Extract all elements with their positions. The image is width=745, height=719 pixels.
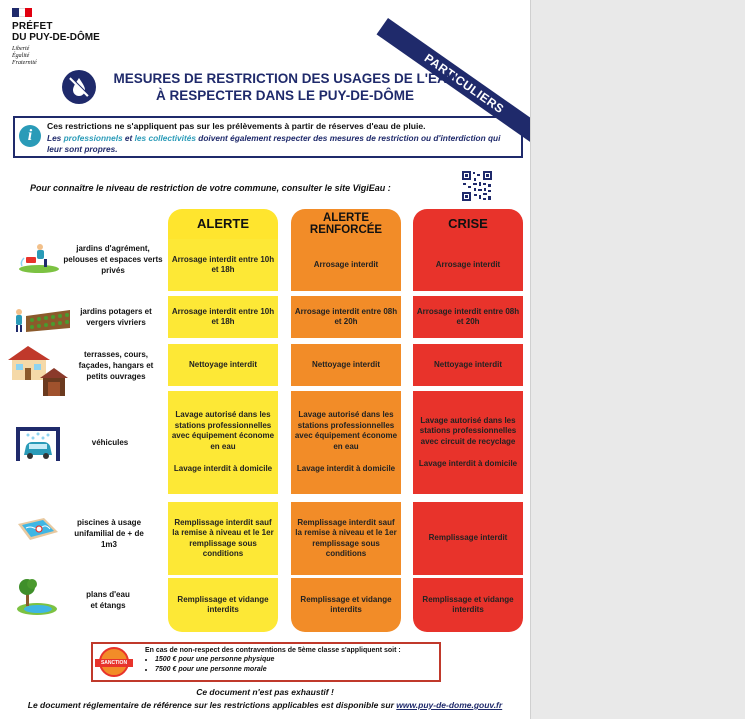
republic-motto bbox=[12, 46, 100, 67]
cell-piscines-renforcee bbox=[291, 502, 401, 575]
info-highlight-collectivites: les collectivités bbox=[134, 133, 196, 143]
cell-text: Nettoyage interdit bbox=[311, 359, 380, 369]
cell-potagers-alerte bbox=[168, 296, 278, 338]
car-wash-icon bbox=[14, 425, 62, 468]
motto-liberte: Liberté bbox=[12, 46, 30, 52]
cell-text: Arrosage interdit bbox=[435, 259, 501, 269]
row-label-potagers: jardins potagers et vergers vivriers bbox=[80, 307, 152, 327]
title-line1: MESURES DE RESTRICTION DES USAGES DE L'EAU bbox=[113, 71, 457, 86]
cell-piscines-alerte bbox=[168, 502, 278, 575]
pond-icon bbox=[16, 578, 58, 621]
footer-not-exhaustive: Ce document n'est pas exhaustif ! bbox=[196, 687, 334, 697]
cell-terrasses-alerte bbox=[168, 344, 278, 386]
no-water-icon bbox=[62, 70, 96, 104]
cell-text: Remplissage interdit sauf la remise à niveau et le 1er remplissage sous conditions bbox=[172, 517, 274, 558]
info-box bbox=[13, 116, 523, 158]
row-label-jardins: jardins d'agrément, pelouses et espaces verts privés bbox=[63, 244, 163, 275]
cell-text: Remplissage et vidange interdits bbox=[177, 594, 269, 614]
house-icon bbox=[6, 344, 72, 403]
row-label-piscines: piscines à usage unifamilial de + de 1m3 bbox=[74, 518, 144, 549]
cell-text: Arrosage interdit entre 08h et 20h bbox=[294, 306, 398, 326]
row-label-terrasses: terrasses, cours, façades, hangars et petits ouvrages bbox=[78, 350, 154, 381]
cell-text-domicile: Lavage interdit à domicile bbox=[173, 464, 273, 474]
info-line2-pre: Les bbox=[47, 133, 64, 143]
pool-icon bbox=[14, 514, 60, 549]
row-label-plans-eau: plans d'eau et étangs bbox=[86, 590, 130, 610]
cell-jardins-renforcee bbox=[291, 239, 401, 291]
footer-reference bbox=[0, 700, 530, 710]
prefecture-logo bbox=[12, 8, 100, 67]
cell-plans-alerte bbox=[168, 578, 278, 632]
vegetable-garden-icon bbox=[12, 302, 72, 339]
info-line2 bbox=[47, 133, 517, 155]
cell-text: Remplissage et vidange interdits bbox=[300, 594, 392, 614]
qr-code-icon[interactable] bbox=[461, 170, 493, 202]
cell-text-domicile: Lavage interdit à domicile bbox=[418, 459, 518, 468]
cell-plans-renforcee bbox=[291, 578, 401, 632]
cell-jardins-crise bbox=[413, 239, 523, 291]
page-title bbox=[100, 70, 470, 104]
cell-text: Nettoyage interdit bbox=[433, 359, 502, 369]
cell-text: Arrosage interdit entre 08h et 20h bbox=[416, 306, 520, 326]
cell-text-stations: Lavage autorisé dans les stations professionnelles avec équipement économe en eau bbox=[171, 410, 275, 451]
info-highlight-professionnels: professionnels bbox=[63, 133, 123, 143]
renforcee-line2: RENFORCÉE bbox=[309, 224, 383, 236]
cell-text: Arrosage interdit bbox=[313, 259, 379, 269]
sanction-item-physique: • 1500 € pour une personne physique bbox=[155, 655, 274, 665]
footer-reference-text: Le document réglementaire de référence sur les restrictions applicables est disponible sur bbox=[27, 700, 397, 710]
cell-jardins-alerte bbox=[168, 239, 278, 291]
cell-piscines-crise bbox=[413, 502, 523, 575]
particuliers-ribbon bbox=[380, 0, 540, 117]
viewer-background bbox=[530, 0, 745, 719]
cell-text: Nettoyage interdit bbox=[188, 359, 257, 369]
cell-terrasses-renforcee bbox=[291, 344, 401, 386]
cell-terrasses-crise bbox=[413, 344, 523, 386]
french-flag-icon bbox=[12, 8, 32, 17]
sanction-badge-label: SANCTION bbox=[95, 659, 133, 667]
sanction-badge-icon bbox=[99, 647, 129, 677]
sanction-intro: En cas de non-respect des contraventions de 5ème classe s'appliquent soit : bbox=[145, 647, 401, 654]
sanction-box bbox=[91, 642, 441, 682]
cell-text: Arrosage interdit entre 10h et 18h bbox=[171, 254, 275, 274]
cell-text-stations: Lavage autorisé dans les stations professionnelles avec circuit de recyclage bbox=[419, 415, 517, 446]
column-header-crise: CRISE bbox=[413, 209, 523, 239]
motto-egalite: Égalité bbox=[12, 53, 30, 59]
info-icon: i bbox=[19, 125, 41, 147]
sanction-item-morale: • 7500 € pour une personne morale bbox=[155, 665, 274, 675]
row-label-vehicules: véhicules bbox=[91, 438, 129, 447]
info-line1: Ces restrictions ne s'appliquent pas sur les prélèvements à partir de réserves d'eau de pluie. bbox=[47, 121, 426, 131]
info-line2-post: doivent également respecter des mesures de restriction ou d'interdiction qui leur sont propres. bbox=[47, 133, 501, 154]
title-line2: À RESPECTER DANS LE PUY-DE-DÔME bbox=[155, 88, 415, 103]
renforcee-line1: ALERTE bbox=[323, 212, 369, 224]
cell-potagers-crise bbox=[413, 296, 523, 338]
cell-text: Remplissage et vidange interdits bbox=[422, 594, 514, 614]
prefecture-website-link[interactable]: www.puy-de-dome.gouv.fr bbox=[396, 700, 503, 710]
column-header-alerte: ALERTE bbox=[168, 209, 278, 239]
cell-vehicules-alerte bbox=[168, 391, 278, 494]
prefet-line2: DU PUY-DE-DÔME bbox=[12, 32, 100, 43]
cell-vehicules-crise bbox=[413, 391, 523, 494]
sanction-list bbox=[145, 655, 274, 674]
prefet-line1: PRÉFET bbox=[12, 21, 53, 32]
vigieau-instruction: Pour connaître le niveau de restriction de votre commune, consulter le site VigiEau : bbox=[30, 183, 391, 193]
ribbon-label: PARTICULIERS bbox=[377, 18, 552, 149]
motto-fraternite: Fraternité bbox=[12, 60, 37, 66]
cell-text-stations: Lavage autorisé dans les stations professionnelles avec équipement économe en eau bbox=[294, 410, 398, 451]
column-header-alerte-renforcee bbox=[291, 209, 401, 239]
cell-plans-crise bbox=[413, 578, 523, 632]
cell-text: Remplissage interdit sauf la remise à niveau et le 1er remplissage sous conditions bbox=[295, 517, 397, 558]
info-line2-mid: et bbox=[122, 133, 135, 143]
cell-text: Remplissage interdit bbox=[428, 533, 508, 543]
cell-text: Arrosage interdit entre 10h et 18h bbox=[171, 306, 275, 326]
cell-text-domicile: Lavage interdit à domicile bbox=[296, 464, 396, 474]
cell-vehicules-renforcee bbox=[291, 391, 401, 494]
gardener-icon bbox=[18, 242, 60, 279]
cell-potagers-renforcee bbox=[291, 296, 401, 338]
